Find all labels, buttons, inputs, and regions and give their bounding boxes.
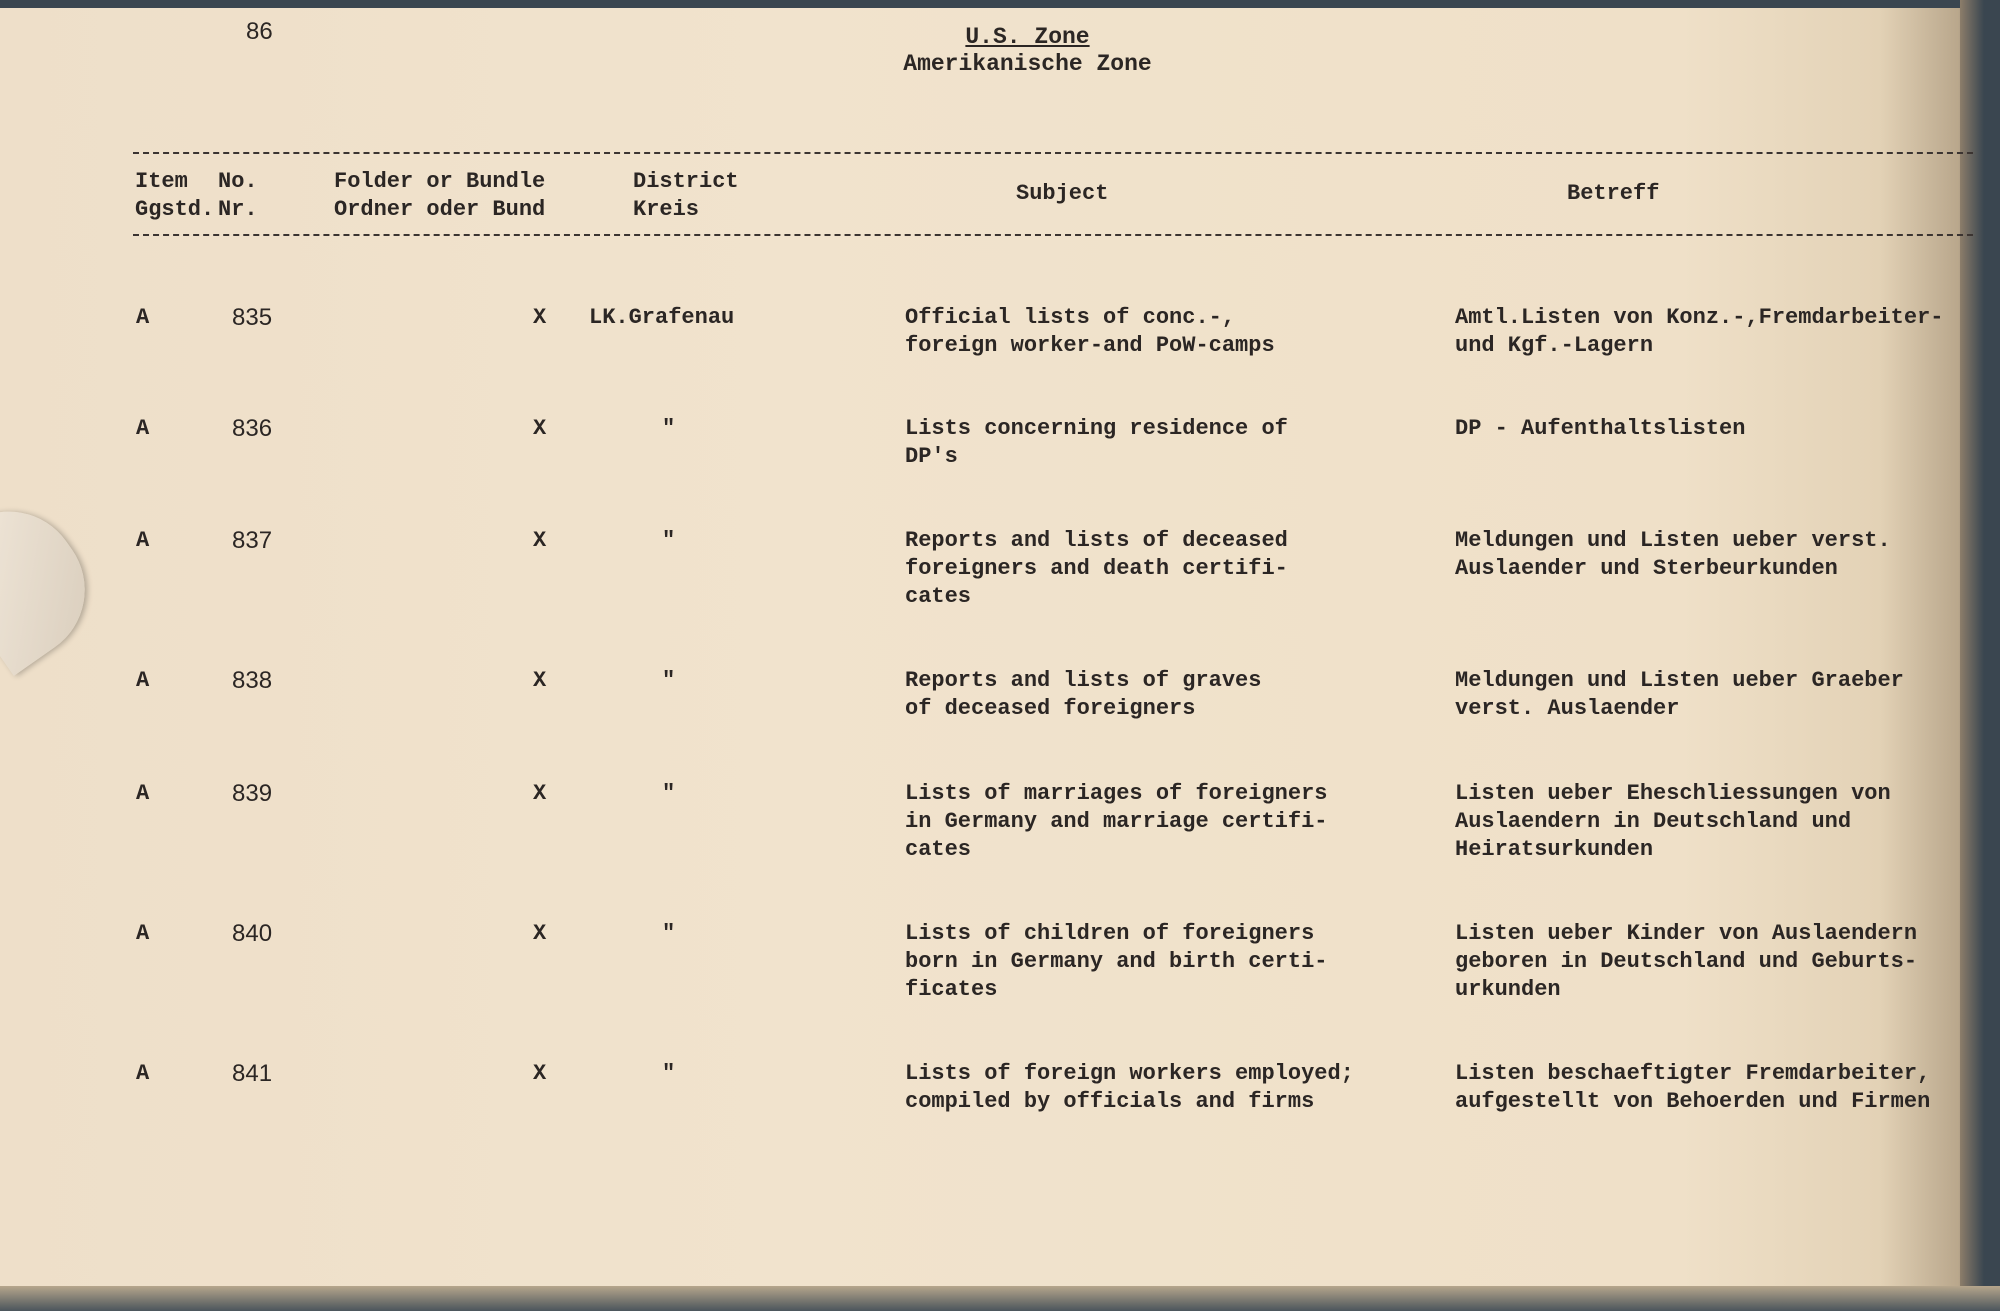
- cell-district: ": [662, 781, 676, 806]
- cell-district: ": [662, 668, 676, 693]
- cell-number: 841: [232, 1060, 273, 1087]
- cell-subject: Reports and lists of deceased foreigners and death certifi- cates: [905, 528, 1288, 609]
- page-bottom-edge: [0, 1286, 2000, 1311]
- col-header-folder: Folder or Bundle Ordner oder Bund: [334, 169, 546, 222]
- cell-folder: X: [533, 781, 547, 806]
- cell-number: 836: [232, 415, 273, 442]
- cell-item: A: [136, 668, 150, 693]
- cell-number: 840: [232, 920, 273, 947]
- col-header-item: Item Ggstd.: [135, 169, 215, 222]
- cell-subject: Lists of foreign workers employed; compiled by officials and firms: [905, 1061, 1354, 1114]
- cell-district: ": [662, 416, 676, 441]
- cell-item: A: [136, 781, 150, 806]
- cell-number: 838: [232, 667, 273, 694]
- col-header-subject: Subject: [1016, 181, 1109, 206]
- cell-subject: Lists of marriages of foreigners in Germany and marriage certifi- cates: [905, 781, 1328, 862]
- cell-betreff: Meldungen und Listen ueber Graeber verst. Auslaender: [1455, 668, 1904, 721]
- cell-betreff: Meldungen und Listen ueber verst. Auslaender und Sterbeurkunden: [1455, 528, 1891, 581]
- cell-item: A: [136, 1061, 150, 1086]
- page-number: 86: [246, 18, 273, 45]
- cell-district: ": [662, 528, 676, 553]
- cell-folder: X: [533, 1061, 547, 1086]
- cell-subject: Reports and lists of graves of deceased foreigners: [905, 668, 1262, 721]
- cell-number: 835: [232, 304, 273, 331]
- cell-district: ": [662, 1061, 676, 1086]
- cell-betreff: Listen ueber Kinder von Auslaendern geboren in Deutschland und Geburts- urkunden: [1455, 921, 1918, 1002]
- cell-subject: Lists concerning residence of DP's: [905, 416, 1288, 469]
- col-header-no: No. Nr.: [218, 169, 258, 222]
- cell-folder: X: [533, 416, 547, 441]
- cell-folder: X: [533, 668, 547, 693]
- col-header-betreff: Betreff: [1567, 181, 1660, 206]
- cell-subject: Lists of children of foreigners born in Germany and birth certi- ficates: [905, 921, 1328, 1002]
- page-title: [0, 24, 2000, 78]
- cell-subject: Official lists of conc.-, foreign worker-and PoW-camps: [905, 305, 1275, 358]
- cell-folder: X: [533, 528, 547, 553]
- header-top-rule: [133, 152, 1973, 154]
- cell-item: A: [136, 921, 150, 946]
- cell-item: A: [136, 416, 150, 441]
- cell-betreff: Listen ueber Eheschliessungen von Auslaendern in Deutschland und Heiratsurkunden: [1455, 781, 1891, 862]
- col-header-district: District Kreis: [633, 169, 739, 222]
- cell-item: A: [136, 305, 150, 330]
- cell-betreff: Amtl.Listen von Konz.-,Fremdarbeiter- und Kgf.-Lagern: [1455, 305, 1944, 358]
- cell-item: A: [136, 528, 150, 553]
- title-german: Amerikanische Zone: [903, 51, 1152, 77]
- cell-betreff: Listen beschaeftigter Fremdarbeiter, aufgestellt von Behoerden und Firmen: [1455, 1061, 1931, 1114]
- title-us-zone: U.S. Zone: [965, 24, 1090, 50]
- binder-spine: [1960, 0, 2000, 1311]
- cell-betreff: DP - Aufenthaltslisten: [1455, 416, 1746, 441]
- cell-folder: X: [533, 921, 547, 946]
- cell-district: LK.Grafenau: [589, 305, 735, 330]
- cell-number: 839: [232, 780, 273, 807]
- cell-number: 837: [232, 527, 273, 554]
- header-bottom-rule: [133, 234, 1973, 236]
- cell-district: ": [662, 921, 676, 946]
- cell-folder: X: [533, 305, 547, 330]
